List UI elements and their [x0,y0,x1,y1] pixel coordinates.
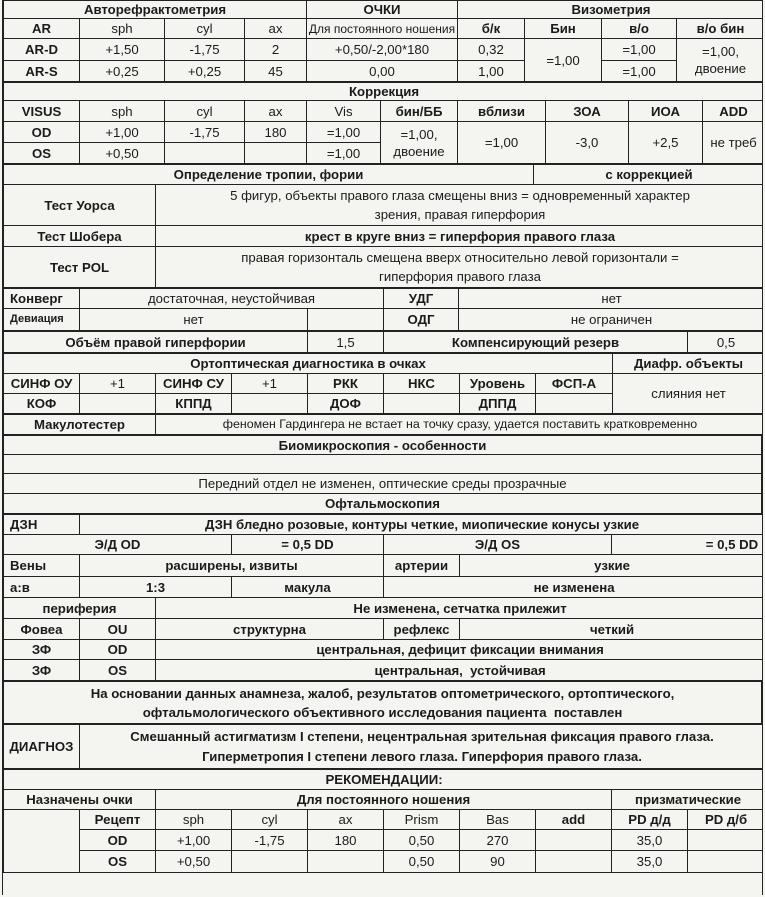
ar-row-eye: AR-S [4,61,80,82]
fixation-os-value: центральная, устойчивая [156,660,764,681]
ar-row-sph: +0,25 [80,61,165,82]
ar-row-ax: 45 [245,61,307,82]
corr-od-eye: OD [4,122,80,143]
diafr-value: слияния нет [613,374,763,414]
reco-row-eye: OS [80,851,156,873]
viso-vobin-line2: двоение [694,61,747,76]
reco-row-pd-dd: 35,0 [612,830,688,851]
maculotester-section [3,414,763,435]
av-value: 1:3 [80,577,232,598]
corr-header-ax: ax [245,101,307,122]
corr-header-cyl: cyl [165,101,245,122]
ar-header-eye: AR [4,19,80,39]
reco-row-sph: +0,50 [156,851,232,873]
worth-test-result [156,185,764,226]
corr-binbb-line1: =1,00, [400,126,438,142]
corr-od-vis: =1,00 [307,122,381,143]
corr-od-cyl: -1,75 [165,122,245,143]
fovea-value: структурна [156,619,384,640]
corr-header-binbb: бин/ББ [381,101,458,122]
reco-row-pd-db [688,851,764,873]
viso-vobin [677,39,764,82]
worth-line1: 5 фигур, объекты правого глаза смещены вниз = одновременный характер [230,188,690,203]
reco-header-pd-dd: PD д/д [612,810,688,830]
fixation-od-label: ЗФ [4,640,80,660]
basis-text [4,682,762,724]
reco-row-cyl: -1,75 [232,830,308,851]
schober-test-result: крест в круге вниз = гиперфория правого глаза [156,226,764,247]
convergence-label: Конверг [4,289,80,309]
ophthalmoscopy-title: Офтальмоскопия [4,494,762,514]
sinf-su-label: СИНФ СУ [156,374,232,394]
sinf-su-value: +1 [232,374,308,394]
ed-os-value: = 0,5 DD [612,535,764,555]
viso-vo-os: =1,00 [602,61,677,82]
reco-row-eye: OD [80,830,156,851]
tropia-title: Определение тропии, фории [4,165,534,185]
udg-label: УДГ [384,289,459,309]
av-label: а:в [4,577,80,598]
ar-row-eye: AR-D [4,39,80,61]
reco-row-sph: +1,00 [156,830,232,851]
maculotester-label: Макулотестер [4,415,156,435]
fovea-label: Фовеа [4,619,80,640]
diagnosis-label: ДИАГНОЗ [4,725,80,769]
reco-row-bas: 270 [460,830,536,851]
periphery-value: Не изменена, сетчатка прилежит [156,598,764,619]
biomicroscopy-section [3,435,762,514]
corr-header-ioa: ИОА [629,101,703,122]
kppd-label: КППД [156,394,232,414]
corr-near: =1,00 [458,122,546,164]
schober-test-label: Тест Шобера [4,226,156,247]
fsp-label: ФСП-А [536,374,613,394]
worth-line2: зрения, правая гиперфория [374,207,546,222]
reco-header-prism: Prism [384,810,460,830]
veins-label: Вены [4,555,80,577]
reco-header-ax: ax [308,810,384,830]
reco-row-bas: 90 [460,851,536,873]
orthoptic-title: Ортоптическая диагностика в очках [4,354,613,374]
corr-od-sph: +1,00 [80,122,165,143]
corr-os-eye: OS [4,143,80,164]
assigned-glasses-label: Назначены очки [4,790,156,810]
viso-header-vo: в/о [602,19,677,39]
rkk-label: РКК [308,374,384,394]
pol-line2: гиперфория правого глаза [379,269,541,284]
corr-zoa: -3,0 [546,122,629,164]
ar-row-cyl: -1,75 [165,39,245,61]
fixation-os-eye: OS [80,660,156,681]
basis-line2: офтальмологического объективного исследования пациента поставлен [142,704,623,720]
pol-test-result [156,247,764,288]
sinf-ou-label: СИНФ ОУ [4,374,80,394]
ar-row-ax: 2 [245,39,307,61]
veins-value: расширены, извиты [80,555,384,577]
deviation-value: нет [80,309,308,331]
reco-header-sph: sph [156,810,232,830]
fovea-eye: OU [80,619,156,640]
reco-header-bas: Bas [460,810,536,830]
reco-header-recipe: Рецепт [80,810,156,830]
fixation-os-label: ЗФ [4,660,80,681]
kof-value [80,394,156,414]
ar-row-sph: +1,50 [80,39,165,61]
correction-title: Коррекция [4,83,764,101]
basis-section [3,681,762,724]
basis-line1: На основании данных анамнеза, жалоб, результатов оптометрического, ортоптического, [90,685,675,701]
reco-row-cyl [232,851,308,873]
worth-test-label: Тест Уорса [4,185,156,226]
pol-test-label: Тест POL [4,247,156,288]
corr-od-ax: 180 [245,122,307,143]
diagnosis-line2: Гиперметропия I степени левого глаза. Гиперфория правого глаза. [202,748,642,764]
corr-os-sph: +0,50 [80,143,165,164]
viso-header-bk: б/к [458,19,525,39]
reco-left-blank [4,810,80,873]
macula-label: макула [232,577,384,598]
arteries-label: артерии [384,555,460,577]
usage-label: Для постоянного ношения [156,790,612,810]
reco-header-pd-db: PD д/б [688,810,764,830]
hyperphoria-volume-label: Объём правой гиперфории [4,332,308,353]
corr-header-add: ADD [703,101,764,122]
ar-title: Авторефрактометрия [4,1,307,19]
ed-od-value: = 0,5 DD [232,535,384,555]
correction-section [3,82,763,164]
reco-row-prism: 0,50 [384,830,460,851]
deviation-blank [308,309,384,331]
ar-header-sph: sph [80,19,165,39]
viso-bk-os: 1,00 [458,61,525,82]
glasses-subtitle: Для постоянного ношения [308,22,456,35]
sinf-ou-value: +1 [80,374,156,394]
corr-header-near: вблизи [458,101,546,122]
biomicroscopy-gap [4,455,762,474]
recommendations-title: РЕКОМЕНДАЦИИ: [4,770,764,790]
ar-header-cyl: cyl [165,19,245,39]
compensating-reserve-label: Компенсирующий резерв [384,332,688,353]
glasses-os: 0,00 [307,61,458,82]
tropia-section [3,164,763,288]
recommendations-section [3,769,763,873]
reco-row-ax: 180 [308,830,384,851]
dppd-value [536,394,613,414]
viso-bk-od: 0,32 [458,39,525,61]
ed-od-label: Э/Д OD [4,535,232,555]
viso-title: Визометрия [458,1,764,19]
corr-os-cyl [165,143,245,164]
refraction-section [3,0,763,82]
corr-os-ax [245,143,307,164]
biomicroscopy-value: Передний отдел не изменен, оптические среды прозрачные [4,474,762,494]
viso-vobin-line1: =1,00, [702,44,740,59]
level-label: Уровень [460,374,536,394]
biomicroscopy-title: Биомикроскопия - особенности [4,436,762,455]
maculotester-value: феномен Гардингера не встает на точку сразу, удается поставить кратковременно [156,415,764,435]
corr-header-visus: VISUS [4,101,80,122]
glasses-title: ОЧКИ [307,1,458,19]
diagnosis-text [80,725,764,769]
ar-header-ax: ax [245,19,307,39]
reco-row-prism: 0,50 [384,851,460,873]
reflex-value: четкий [460,619,764,640]
corr-add: не треб [703,122,764,164]
orthoptic-section [3,353,763,414]
diafr-label: Диафр. объекты [613,354,763,374]
fixation-od-value: центральная, дефицит фиксации внимания [156,640,764,660]
odg-value: не ограничен [459,309,764,331]
corr-ioa: +2,5 [629,122,703,164]
convergence-section [3,288,763,331]
dzn-label: ДЗН [4,515,80,535]
corr-binbb-line2: двоение [393,143,445,159]
dof-value [384,394,460,414]
reflex-label: рефлекс [384,619,460,640]
convergence-value: достаточная, неустойчивая [80,289,384,309]
dzn-value: ДЗН бледно розовые, контуры четкие, миопические конусы узкие [80,515,764,535]
ar-row-cyl: +0,25 [165,61,245,82]
corr-binbb [381,122,458,164]
arteries-value: узкие [460,555,764,577]
viso-header-bin: Бин [525,19,602,39]
corr-header-zoa: ЗОА [546,101,629,122]
glasses-od: +0,50/-2,00*180 [307,39,458,61]
periphery-label: периферия [4,598,156,619]
optometry-report [2,0,763,895]
kof-label: КОФ [4,394,80,414]
reco-row-ax [308,851,384,873]
ophthalmoscopy-section [3,514,763,681]
nks-label: НКС [384,374,460,394]
dof-label: ДОФ [308,394,384,414]
glasses-subtitle-cell [307,19,458,39]
reco-row-pd-dd: 35,0 [612,851,688,873]
deviation-label: Девиация [4,309,80,331]
reco-row-add [536,851,612,873]
reco-header-add: add [536,810,612,830]
viso-header-vobin: в/о бин [677,19,764,39]
prism-kind-label: призматические [612,790,764,810]
reco-row-add [536,830,612,851]
odg-label: ОДГ [384,309,459,331]
kppd-value [232,394,308,414]
diagnosis-section [3,724,763,769]
corr-header-vis: Vis [307,101,381,122]
tropia-note: с коррекцией [534,165,763,185]
compensating-reserve-value: 0,5 [688,332,764,353]
fixation-od-eye: OD [80,640,156,660]
macula-value: не изменена [384,577,764,598]
corr-header-sph: sph [80,101,165,122]
reco-row-pd-db [688,830,764,851]
viso-bin: =1,00 [525,39,602,82]
dppd-label: ДППД [460,394,536,414]
hyperphoria-volume-value: 1,5 [308,332,384,353]
ed-os-label: Э/Д OS [384,535,612,555]
reco-header-cyl: cyl [232,810,308,830]
viso-vo-od: =1,00 [602,39,677,61]
pol-line1: правая горизонталь смещена вверх относительно левой горизонтали = [241,250,679,265]
hyperphoria-section [3,331,763,353]
udg-value: нет [459,289,764,309]
diagnosis-line1: Смешанный астигматизм I степени, нецентральная зрительная фиксация правого глаза. [130,728,714,744]
corr-os-vis: =1,00 [307,143,381,164]
